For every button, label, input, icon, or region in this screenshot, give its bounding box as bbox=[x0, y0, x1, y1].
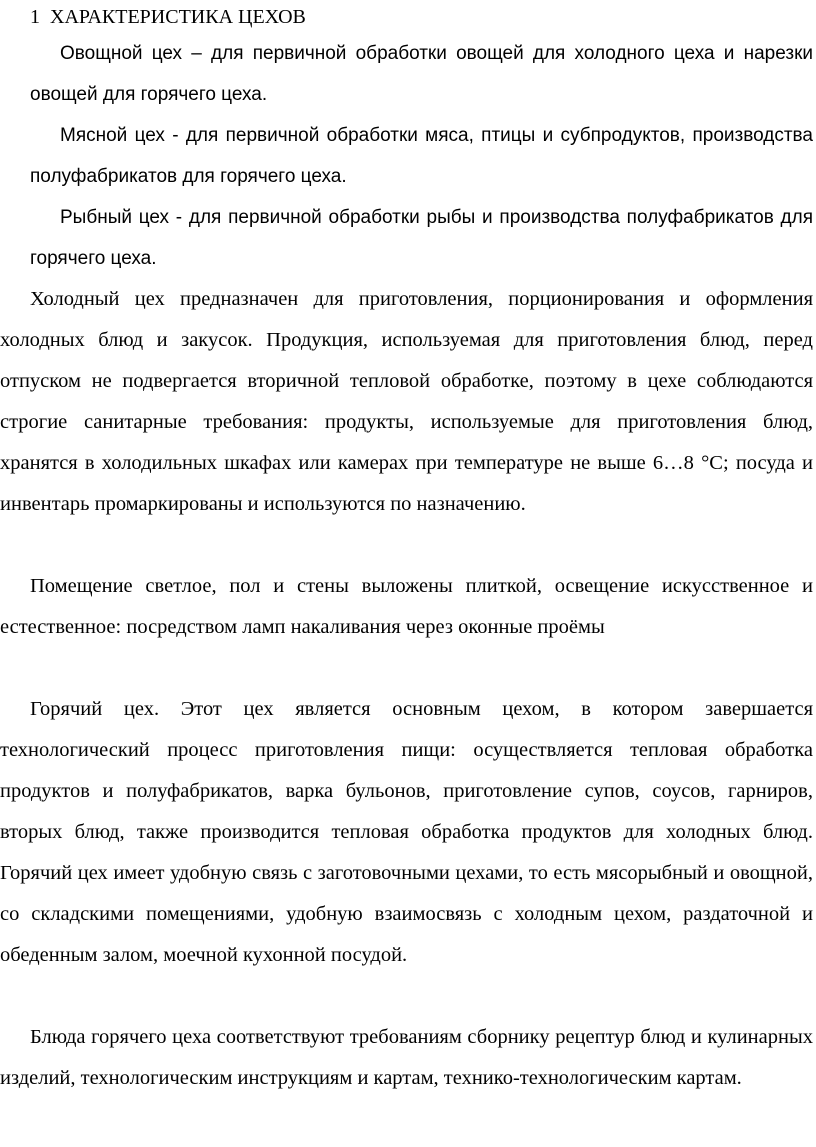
paragraph-fish-shop: Рыбный цех - для первичной обработки рыбы и производства полуфабрикатов для горячего цеха. bbox=[30, 207, 813, 269]
section-title: ХАРАКТЕРИСТИКА ЦЕХОВ bbox=[50, 6, 306, 28]
paragraph-meat-shop: Мясной цех - для первичной обработки мяса, птицы и субпродуктов, производства полуфабрикатов для горячего цеха. bbox=[30, 125, 813, 187]
section-heading bbox=[30, 3, 306, 31]
paragraph-hot-shop: Горячий цех. Этот цех является основным цехом, в котором завершается технологический процесс приготовления пищи: осуществляется тепловая обработка продуктов и полуфабрикатов, варка бульонов, приготовление супов, соусов, гарниров, вторых блюд, также производится тепловая обработка продуктов для холодных блюд. Горячий цех имеет удобную связь с заготовочными цехами, то есть мясорыбный и овощной, со складскими помещениями, удобную взаимосвязь с холодным цехом, раздаточной и обеденным залом, моечной кухонной посудой. bbox=[0, 698, 813, 966]
paragraph-cold-shop: Холодный цех предназначен для приготовления, порционирования и оформления холодных блюд и закусок. Продукция, используемая для приготовления блюд, перед отпуском не подвергается вторичной тепловой обработке, поэтому в цехе соблюдаются строгие санитарные требования: продукты, используемые для приготовления блюд, хранятся в холодильных шкафах или камерах при температуре не выше 6…8 °С; посуда и инвентарь промаркированы и используются по назначению. bbox=[0, 288, 813, 515]
paragraph-vegetable-shop: Овощной цех – для первичной обработки овощей для холодного цеха и нарезки овощей для горячего цеха. bbox=[30, 43, 813, 105]
paragraph-hot-shop-dishes: Блюда горячего цеха соответствуют требованиям сборнику рецептур блюд и кулинарных изделий, технологическим инструкциям и картам, технико-технологическим картам. bbox=[0, 1026, 813, 1089]
section-number: 1 bbox=[30, 6, 40, 28]
paragraph-room-description: Помещение светлое, пол и стены выложены плиткой, освещение искусственное и естественное: посредством ламп накаливания через оконные проёмы bbox=[0, 575, 813, 638]
